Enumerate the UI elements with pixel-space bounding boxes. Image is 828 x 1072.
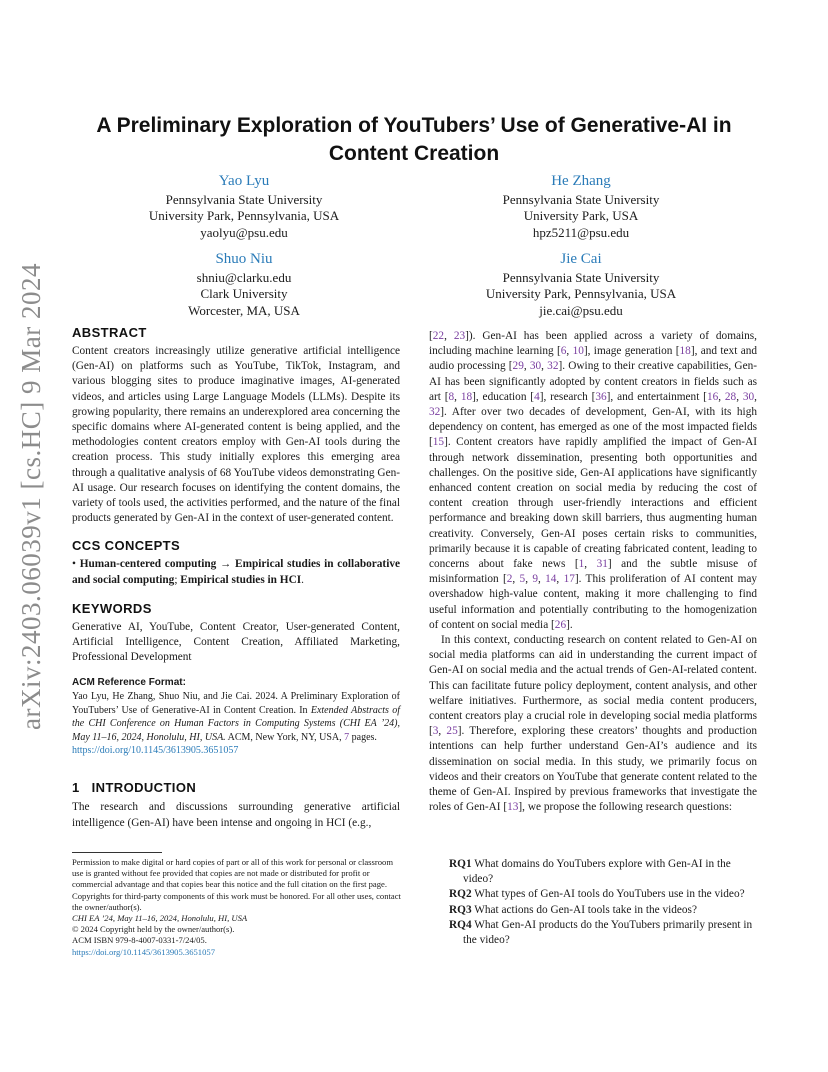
rq-label: RQ3 [449,903,472,916]
author-affiliation: Pennsylvania State University [165,192,323,207]
author-email: yaolyu@psu.edu [200,224,288,240]
keywords-heading: KEYWORDS [72,600,152,616]
author-block [94,172,394,241]
citation-link[interactable]: 25 [446,725,458,738]
body-paragraph [429,633,757,815]
body-text: ]). Gen-AI has been applied across a variety of domains, including machine learning [ [429,330,757,358]
author-name[interactable]: Jie Cai [560,251,602,267]
left-column [72,325,400,831]
body-text: ], we propose the following research questions: [518,801,733,814]
citation-link[interactable]: 8 [448,390,455,403]
body-text: ], education [ [472,390,535,403]
citation-link[interactable]: 22 [432,330,445,342]
citation-link[interactable]: 36 [595,390,607,403]
body-text: , [584,558,597,571]
body-text: , [444,330,454,342]
body-text: , [537,573,546,586]
author-affiliation: Pennsylvania State University [502,270,660,285]
body-text: ]. This proliferation of AI content may overshadow high-value content, making it more challenging to find useful information and potentially contributing to the homogenization of content on social media [ [429,573,758,631]
author-email: hpz5211@psu.edu [532,224,630,240]
body-text: ]. After over two decades of development, Gen-AI, with its high dependency on content, has emerged as one of the most impacted fields [ [429,406,757,449]
citation-link[interactable]: 2 [506,573,513,586]
right-column [429,329,757,816]
permission-notice: Permission to make digital or hard copies of part or all of this work for personal or classroom use is granted without fee provided that copies are not made or distributed for profit or commercial advantage and that copies bear this notice and the full citation on the first page. Copyrights for third-party components of this work must be honored. For all other uses, contact the owner/author(s). [72,857,401,912]
ccs-concept: Empirical studies in HCI [180,573,302,586]
citation-link[interactable]: 32 [547,360,559,373]
citation-link[interactable]: 1 [578,558,585,571]
citation-link[interactable]: 28 [724,390,737,403]
paper-title: A Preliminary Exploration of YouTubers’ Use of Generative-AI in Content Creation [96,114,732,165]
ccs-heading: CCS CONCEPTS [72,538,181,554]
rq-label: RQ4 [449,918,472,931]
ccs-separator: ; [174,573,178,586]
rq-label: RQ1 [449,858,472,870]
research-question [449,887,759,902]
body-text: In this context, conducting research on content related to Gen-AI on social media platforms can aid in understanding the current impact of Gen-AI on social media and the actual trends of Gen-AI-related content. This can facilitate future policy deployment, content analysis, and other welfare initiatives. Furthermore, as social media content producers, content creators play a crucial role in developing social media platforms [ [429,634,757,738]
citation-link[interactable]: 18 [679,345,691,358]
acm-reference-venue: Extended Abstracts of the CHI Conference on Human Factors in Computing Systems (CHI EA ’24), May 11–16, 2024, Honolulu, HI, USA. [72,704,401,743]
rq-text: What Gen-AI products do the YouTubers primarily present in the video? [463,918,753,947]
author-block [431,172,731,241]
isbn: ACM ISBN 979-8-4007-0331-7/24/05. [72,935,207,946]
body-text: , [525,573,533,586]
abstract-heading: ABSTRACT [72,325,147,340]
abstract-text: Content creators increasingly utilize generative artificial intelligence (Gen-AI) on platforms such as YouTube, TikTok, Instagram, and various blogging sites to produce imaginative images, AI-generated videos, and articles using Large Language Models (LLMs). Despite its growing popularity, there remains an underexplored area concerning the specific domains where AI-generated content is being applied, and the methodologies content creators employ with Gen-AI tools during the creation process. This study initially explores this emerging area through a qualitative analysis of 68 YouTube videos demonstrating Gen-AI usage. Our research focuses on identifying the content domains, the variety of tools used, the activities performed, and the nature of the final products generated by Gen-AI in the context of user-generated content. [72,345,400,525]
author-name[interactable]: He Zhang [551,173,611,189]
citation-link[interactable]: 5 [519,573,526,586]
body-text: ] and the subtle misuse of misinformation [ [429,558,757,586]
body-text: , [454,390,461,403]
body-text: , [512,573,520,586]
rq-label: RQ2 [449,888,472,901]
introduction-heading: 1 INTRODUCTION [72,780,197,796]
citation-link[interactable]: 13 [507,801,519,814]
body-text: ]. Content creators have rapidly amplified the impact of Gen-AI through network dissemination, presenting both opportunities and challenges. On the positive side, Gen-AI applications have significantly enhanced content creation on social media by reducing the cost of content creation through user-friendly interactions and efficient performance and breaking down skill barriers, thus augmenting human creativity. Conversely, Gen-AI poses certain risks to communities, primarily because it is capable of creating fabricated content, leading to concerns about fake news [ [429,436,757,571]
research-question [449,918,759,948]
ccs-concept: Human-centered computing [79,558,217,571]
body-text: , [754,390,757,403]
introduction-text: The research and discussions surrounding generative artificial intelligence (Gen-AI) have been intense and ongoing in HCI (e.g., [72,801,400,829]
author-email: shniu@clarku.edu [196,270,292,285]
research-question [449,857,759,887]
citation-link[interactable]: 3 [432,725,439,738]
citation-link[interactable]: 4 [534,390,540,403]
author-email: jie.cai@psu.edu [539,302,623,318]
acm-reference-heading: ACM Reference Format: [72,677,186,689]
acm-reference-authors: Yao Lyu, He Zhang, Shuo Niu, and Jie Cai. 2024. A Preliminary Exploration of YouTubers’ Use of Generative-AI in Content Creation. In [72,691,400,716]
author-location: University Park, Pennsylvania, USA [148,208,340,224]
acm-reference-text [72,690,400,757]
rq-text: What types of Gen-AI tools do YouTubers use in the video? [474,888,745,901]
ccs-concepts [72,557,400,587]
citation-link[interactable]: 10 [572,345,584,358]
acm-reference-publisher: ACM, New York, NY, USA, [227,731,342,743]
citation-link[interactable]: 30 [742,390,755,403]
body-text: , [523,360,530,373]
conference-venue: CHI EA ’24, May 11–16, 2024, Honolulu, HI, USA [72,913,248,924]
acm-reference-pages: pages. [351,731,377,743]
citation-link[interactable]: 17 [563,573,575,586]
body-text: , [566,345,573,358]
body-text: ], image generation [ [583,345,680,358]
citation-link[interactable]: 16 [706,390,719,403]
body-text: , [556,573,564,586]
body-text: ]. [566,618,573,631]
body-text: , [718,390,725,403]
ccs-concept: Empirical studies in collaborative and social computing [72,558,400,586]
author-name[interactable]: Shuo Niu [215,251,273,267]
citation-link[interactable]: 9 [532,573,538,586]
doi-link[interactable]: https://doi.org/10.1145/3613905.3651057 [72,745,239,757]
citation-link[interactable]: 26 [554,618,567,631]
rq-text: What domains do YouTubers explore with Gen-AI in the video? [463,858,731,886]
body-text: ]. Therefore, exploring these creators’ thoughts and production intentions can help further understand Gen-AI’s audience and its dissemination on social media. In this study, we primarily focus on videos and their creators on YouTube that generate content related to the theme of Gen-AI. Inspired by previous frameworks that investigate the roles of Gen-AI [ [429,725,757,814]
bullet: • [72,558,76,571]
keywords-text: Generative AI, YouTube, Content Creator, User-generated Content, Artificial Intelligence, Content Creation, Affiliated Marketing, Professional Development [72,620,400,664]
body-text: [ [429,330,433,342]
research-question [449,903,759,918]
citation-link[interactable]: 31 [596,558,608,571]
body-text: ]. Owing to their creative capabilities, Gen-AI has been significantly adopted by content creators in fields such as art [ [429,360,757,403]
author-location: Worcester, MA, USA [188,302,300,318]
citation-link[interactable]: 23 [453,330,466,342]
footnote-doi-link[interactable]: https://doi.org/10.1145/3613905.3651057 [72,946,215,957]
arxiv-identifier-stamp: arXiv:2403.06039v1 [cs.HC] 9 Mar 2024 [16,263,46,730]
citation-link[interactable]: 15 [432,436,445,449]
body-text: ], and text and audio processing [ [429,345,758,373]
citation-link[interactable]: 6 [560,345,567,358]
author-affiliation: Clark University [200,286,288,302]
footnote-divider [72,852,162,853]
ccs-end: . [301,573,304,586]
body-paragraph [429,329,757,633]
citation-link[interactable]: 30 [529,360,542,373]
body-text: ], and entertainment [ [606,390,707,403]
body-text: ], research [ [539,390,596,403]
research-questions-list [449,857,759,948]
citation-link[interactable]: 18 [460,390,473,403]
arrow-icon: → [220,558,232,571]
body-text: , [438,725,447,738]
author-block [431,250,731,319]
citation-link[interactable]: 32 [429,406,441,419]
copyright-footnote [72,857,402,958]
copyright-notice: © 2024 Copyright held by the owner/author(s). [72,924,235,935]
page-count-link[interactable]: 7 [344,731,350,743]
author-affiliation: Pennsylvania State University [502,192,660,207]
author-name[interactable]: Yao Lyu [218,173,270,189]
citation-link[interactable]: 29 [512,360,524,373]
author-location: University Park, USA [523,208,639,224]
body-text: , [736,390,743,403]
rq-text: What actions do Gen-AI tools take in the videos? [474,903,697,916]
body-text: , [541,360,548,373]
author-location: University Park, Pennsylvania, USA [485,286,677,302]
author-block [94,250,394,319]
citation-link[interactable]: 14 [545,573,557,586]
